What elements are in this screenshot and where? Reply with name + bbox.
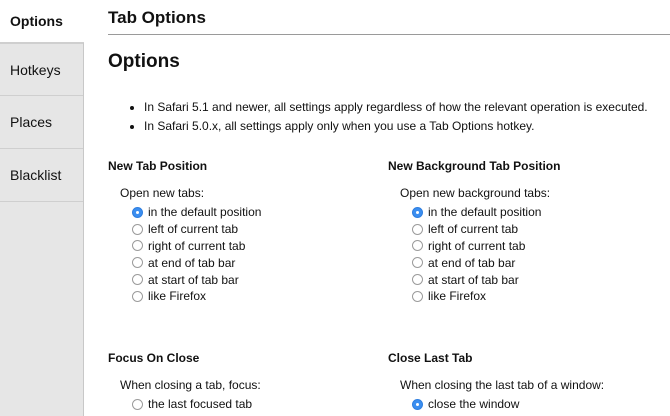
radio-option[interactable] (132, 204, 378, 221)
sidebar-item-places[interactable] (0, 96, 83, 149)
radio-button[interactable] (412, 291, 423, 302)
radio-label: in the default position (148, 205, 262, 220)
main-content (108, 0, 670, 136)
radio-label: right of current tab (148, 238, 246, 253)
group-title: New Background Tab Position (388, 159, 561, 173)
radio-option[interactable] (132, 271, 378, 288)
radio-label: left of current tab (148, 222, 239, 237)
sidebar-item-blacklist[interactable] (0, 149, 83, 202)
sidebar-item-options[interactable] (0, 0, 84, 43)
sidebar-item-label: Places (10, 114, 53, 130)
radio-group (412, 204, 658, 305)
radio-option[interactable] (412, 254, 658, 271)
note-item: • In Safari 5.0.x, all settings apply only when you use a Tab Options hotkey. (144, 117, 670, 136)
radio-button[interactable] (412, 207, 423, 218)
radio-button[interactable] (132, 207, 143, 218)
radio-option[interactable] (412, 396, 658, 413)
sidebar-item-label: Options (10, 13, 63, 29)
radio-label: left of current tab (428, 222, 519, 237)
radio-group (132, 204, 378, 305)
radio-label: at end of tab bar (428, 255, 516, 270)
radio-button[interactable] (132, 274, 143, 285)
section-title: Options (108, 51, 180, 72)
radio-option[interactable] (132, 238, 378, 255)
radio-label: in the default position (428, 205, 542, 220)
group-title: Close Last Tab (388, 351, 473, 365)
radio-label: at start of tab bar (148, 272, 239, 287)
group-prompt: Open new tabs: (120, 186, 205, 200)
radio-button[interactable] (412, 274, 423, 285)
radio-group (132, 396, 378, 413)
group-title: Focus On Close (108, 351, 200, 365)
radio-label: at end of tab bar (148, 255, 236, 270)
radio-label: like Firefox (428, 289, 487, 304)
radio-option[interactable] (132, 288, 378, 305)
notes-list (108, 98, 670, 136)
group-prompt: When closing the last tab of a window: (400, 378, 605, 392)
new-tab-position-group (108, 159, 378, 305)
radio-option[interactable] (412, 271, 658, 288)
radio-option[interactable] (412, 204, 658, 221)
focus-on-close-group (108, 351, 378, 413)
title-divider (108, 34, 670, 35)
radio-option[interactable] (412, 221, 658, 238)
radio-label: right of current tab (428, 238, 526, 253)
note-item: • In Safari 5.1 and newer, all settings apply regardless of how the relevant operation is executed. (144, 98, 670, 117)
radio-button[interactable] (412, 399, 423, 410)
group-prompt: Open new background tabs: (400, 186, 551, 200)
sidebar-item-label: Blacklist (10, 167, 62, 183)
radio-label: the last focused tab (148, 397, 253, 412)
radio-button[interactable] (412, 224, 423, 235)
page-title: Tab Options (108, 8, 206, 27)
sidebar (0, 0, 84, 416)
radio-button[interactable] (132, 399, 143, 410)
radio-option[interactable] (132, 221, 378, 238)
close-last-tab-group (388, 351, 658, 413)
radio-label: like Firefox (148, 289, 207, 304)
new-background-tab-position-group (388, 159, 658, 305)
radio-button[interactable] (132, 291, 143, 302)
radio-button[interactable] (132, 240, 143, 251)
sidebar-item-hotkeys[interactable] (0, 43, 83, 96)
radio-label: close the window (428, 397, 520, 412)
radio-group (412, 396, 658, 413)
group-prompt: When closing a tab, focus: (120, 378, 261, 392)
radio-button[interactable] (132, 224, 143, 235)
sidebar-item-label: Hotkeys (10, 61, 61, 78)
radio-label: at start of tab bar (428, 272, 519, 287)
radio-button[interactable] (132, 257, 143, 268)
radio-button[interactable] (412, 240, 423, 251)
group-title: New Tab Position (108, 159, 208, 173)
radio-option[interactable] (412, 238, 658, 255)
radio-button[interactable] (412, 257, 423, 268)
radio-option[interactable] (132, 396, 378, 413)
radio-option[interactable] (412, 288, 658, 305)
radio-option[interactable] (132, 254, 378, 271)
